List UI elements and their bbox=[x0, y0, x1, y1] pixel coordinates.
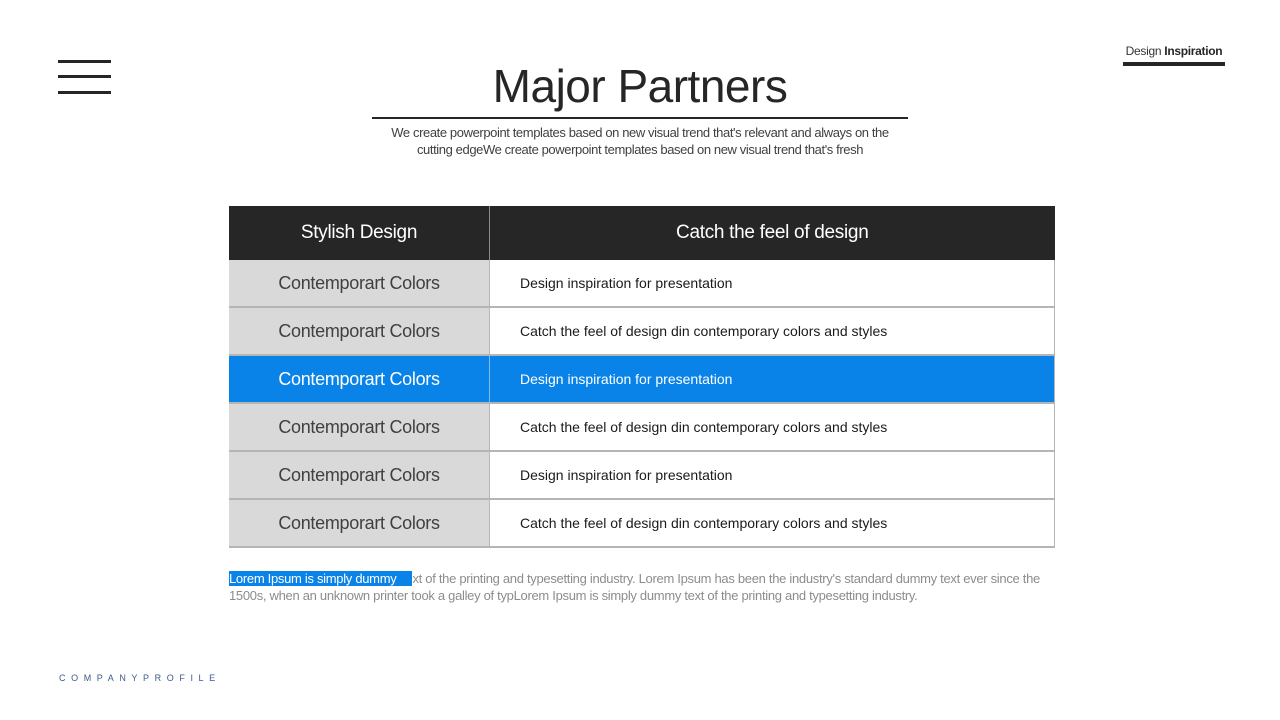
row-description: Design inspiration for presentation bbox=[490, 355, 1055, 403]
menu-icon[interactable] bbox=[58, 60, 111, 95]
paragraph-text: xt of the printing and typesetting industry. Lorem Ipsum has been the industry's standard dummy text ever since the 1500s, when an unknown printer took a galley of typLorem Ipsum is simply dummy text of the printing and typesetting industry. bbox=[229, 571, 1040, 603]
menu-line bbox=[58, 91, 111, 94]
brand-bold: Inspiration bbox=[1164, 44, 1223, 58]
brand-underline bbox=[1123, 62, 1225, 66]
selected-text[interactable]: Lorem Ipsum is simply dummy bbox=[229, 571, 412, 586]
body-paragraph[interactable] bbox=[229, 570, 1055, 604]
column-header: Catch the feel of design bbox=[490, 206, 1055, 260]
row-label: Contemporart Colors bbox=[229, 260, 490, 307]
table-row[interactable] bbox=[229, 451, 1055, 499]
column-header: Stylish Design bbox=[229, 206, 490, 260]
table-row[interactable] bbox=[229, 499, 1055, 547]
row-label: Contemporart Colors bbox=[229, 355, 490, 403]
row-description: Design inspiration for presentation bbox=[490, 260, 1055, 307]
table-row[interactable] bbox=[229, 260, 1055, 307]
partners-table bbox=[229, 206, 1055, 548]
brand-tag bbox=[1123, 44, 1225, 66]
row-label: Contemporart Colors bbox=[229, 499, 490, 547]
menu-line bbox=[58, 75, 111, 78]
title-block bbox=[372, 58, 908, 119]
table-header-row bbox=[229, 206, 1055, 260]
row-description: Catch the feel of design din contemporary colors and styles bbox=[490, 403, 1055, 451]
row-description: Catch the feel of design din contemporary colors and styles bbox=[490, 307, 1055, 355]
menu-line bbox=[58, 60, 111, 63]
table-row[interactable] bbox=[229, 403, 1055, 451]
table-row[interactable] bbox=[229, 307, 1055, 355]
row-label: Contemporart Colors bbox=[229, 403, 490, 451]
page-title: Major Partners bbox=[492, 60, 788, 112]
row-label: Contemporart Colors bbox=[229, 307, 490, 355]
table-row-highlighted[interactable] bbox=[229, 355, 1055, 403]
brand-text bbox=[1123, 44, 1225, 58]
row-description: Design inspiration for presentation bbox=[490, 451, 1055, 499]
page-subtitle: We create powerpoint templates based on new visual trend that's relevant and always on the cutting edgeWe create powerpoint templates based on new visual trend that's fresh bbox=[391, 125, 889, 157]
row-label: Contemporart Colors bbox=[229, 451, 490, 499]
title-underline bbox=[372, 117, 908, 119]
row-description: Catch the feel of design din contemporary colors and styles bbox=[490, 499, 1055, 547]
footer-label: COMPANYPROFILE bbox=[59, 673, 221, 683]
brand-light: Design bbox=[1125, 44, 1162, 58]
